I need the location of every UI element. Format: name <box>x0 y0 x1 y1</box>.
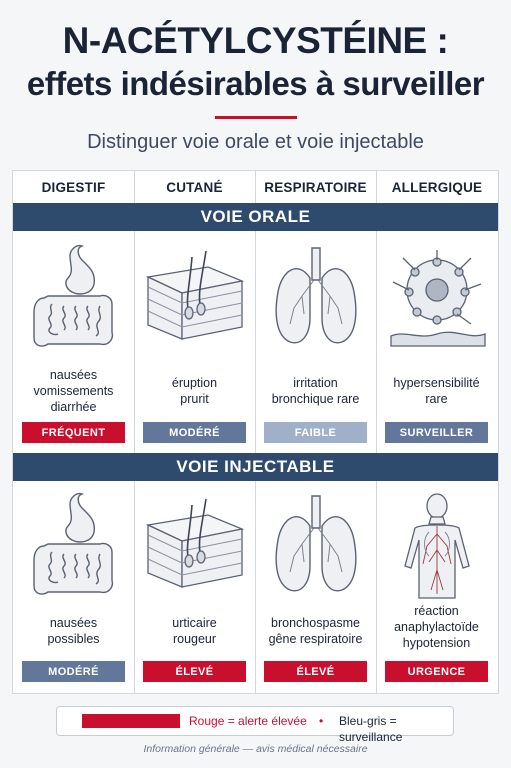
column-header-respiratoire: RESPIRATOIRE <box>264 179 367 195</box>
effect-text: bronchospasme gêne respiratoire <box>268 616 363 646</box>
effect-text: urticaire rougeur <box>172 616 217 646</box>
status-badge: MODÉRÉ <box>143 422 246 443</box>
legend-red-swatch <box>82 714 180 728</box>
footer-disclaimer: Information générale — avis médical nécessaire <box>143 743 368 755</box>
section-band-injectable: VOIE INJECTABLE <box>13 453 498 481</box>
skin-layers-icon <box>134 237 255 357</box>
effects-grid <box>12 170 499 694</box>
status-badge: ÉLEVÉ <box>143 661 246 682</box>
title-line-2: effets indésirables à surveiller <box>26 65 485 102</box>
status-badge: MODÉRÉ <box>22 661 125 682</box>
status-badge: FRÉQUENT <box>22 422 125 443</box>
effect-text: hypersensibilité rare <box>393 376 480 406</box>
status-badge: FAIBLE <box>264 422 367 443</box>
skin-layers-icon <box>134 485 255 605</box>
digestive-system-icon <box>13 237 134 357</box>
legend-slate-label: Bleu-gris = surveillance <box>339 714 403 744</box>
lungs-icon <box>255 237 376 357</box>
status-badge: SURVEILLER <box>385 422 488 443</box>
title-line-1: N-ACÉTYLCYSTÉINE : <box>62 20 449 61</box>
column-header-digestif: DIGESTIF <box>41 179 106 195</box>
section-band-oral: VOIE ORALE <box>13 203 498 231</box>
title-accent-line <box>215 116 297 119</box>
effect-text: éruption prurit <box>171 376 218 406</box>
column-header-cutane: CUTANÉ <box>166 179 223 195</box>
effect-text: irritation bronchique rare <box>271 376 360 406</box>
human-body-icon <box>376 485 497 605</box>
legend-separator-dot: • <box>319 714 324 728</box>
subtitle: Distinguer voie orale et voie injectable <box>87 131 424 153</box>
effect-text: nausées vomissements diarrhée <box>33 368 114 414</box>
status-badge: ÉLEVÉ <box>264 661 367 682</box>
column-header-allergique: ALLERGIQUE <box>391 179 483 195</box>
effect-text: réaction anaphylactoïde hypotension <box>394 604 479 650</box>
digestive-system-icon <box>13 485 134 605</box>
color-legend <box>56 706 454 744</box>
immune-cell-icon <box>376 237 497 357</box>
status-badge: URGENCE <box>385 661 488 682</box>
lungs-icon <box>255 485 376 605</box>
effect-text: nausées possibles <box>47 616 100 646</box>
legend-red-label: Rouge = alerte élevée <box>189 714 307 728</box>
